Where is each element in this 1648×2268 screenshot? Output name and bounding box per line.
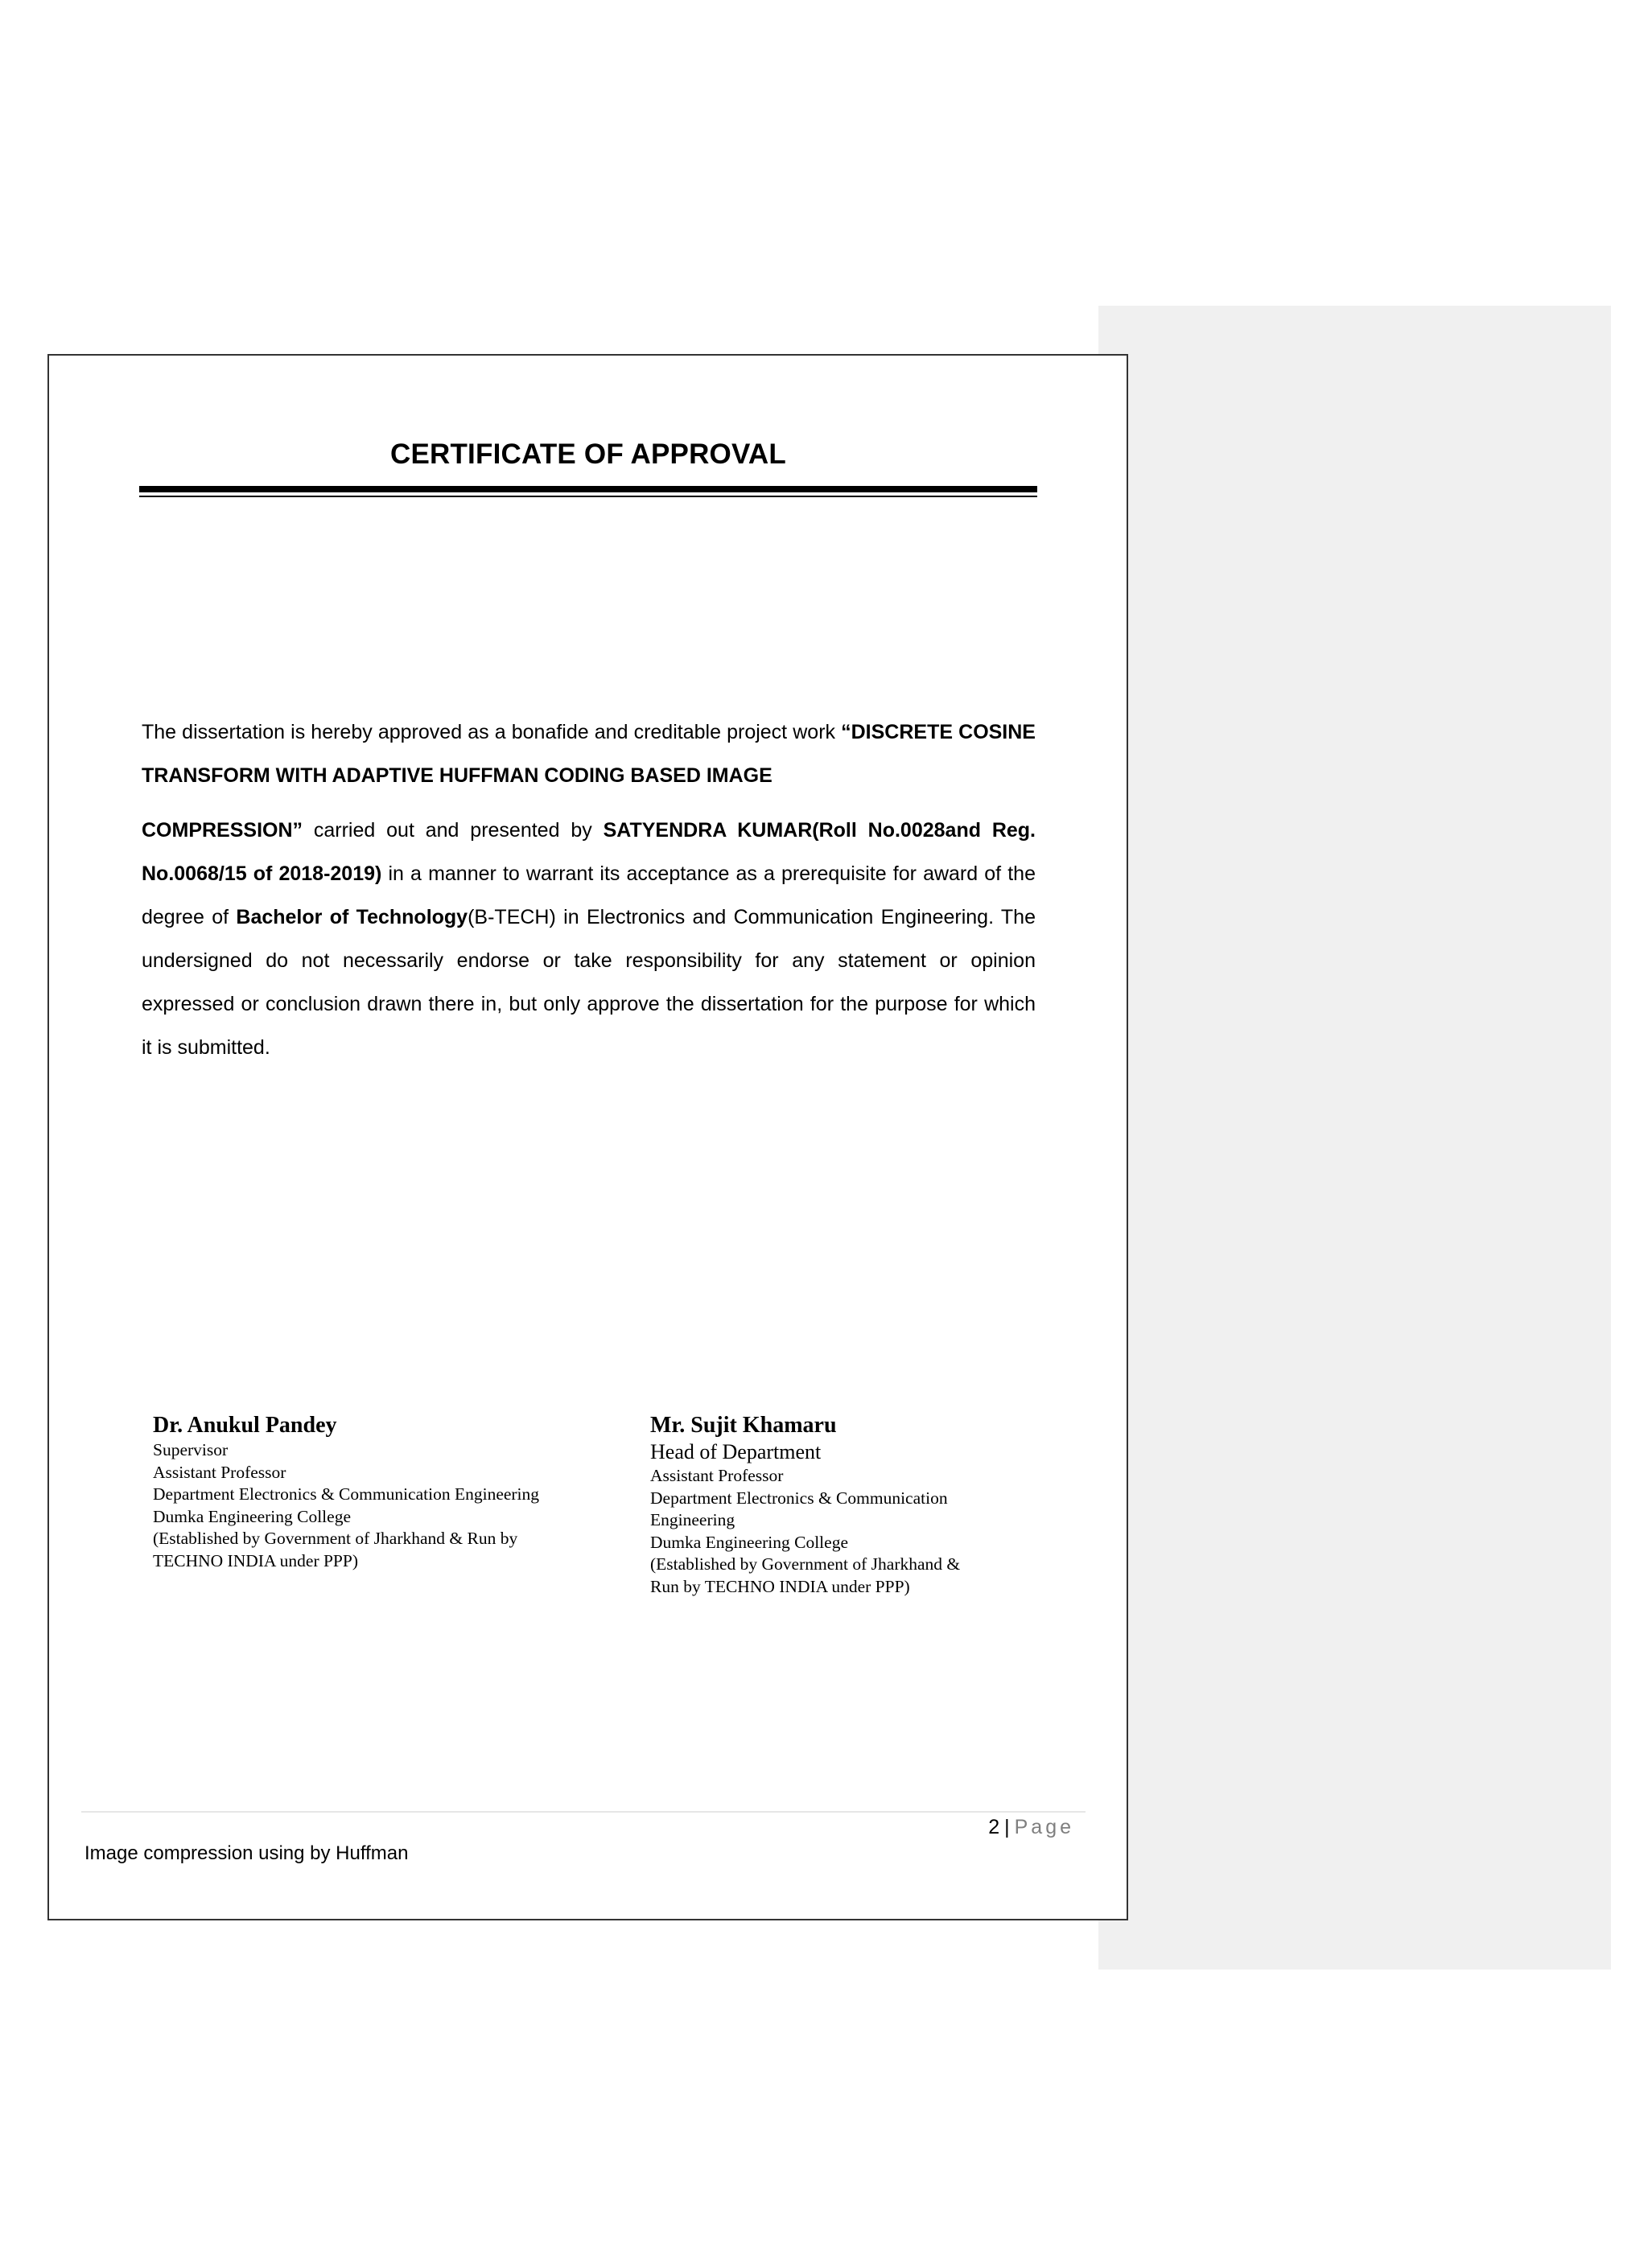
page-number (988, 1816, 1074, 1839)
signatory-hod (650, 1412, 960, 1598)
signatory-supervisor (153, 1412, 539, 1572)
paragraph-1-text: The dissertation is hereby approved as a bonafide and creditable project work (142, 721, 842, 743)
supervisor-department: Department Electronics & Communication Engineering (153, 1484, 540, 1504)
hod-established-1: (Established by Government of Jharkhand & (650, 1554, 961, 1574)
project-title-part-2: COMPRESSION” (142, 819, 303, 842)
comment-pane (1098, 306, 1611, 1970)
page-number-value: 2 (988, 1816, 1000, 1838)
hod-department-cont: Engineering (650, 1510, 735, 1529)
paragraph-2-text-3: (B-TECH) in Electronics and Communication Engineering. The undersigned do not necessarily endorse or take responsibility for any statement or opinion expressed or conclusion drawn there in, but only approve the dissertation for the purpose for which it is submitted. (142, 906, 1036, 1059)
footer-divider (81, 1811, 1086, 1813)
paragraph-2-text-1: carried out and presented by (303, 819, 604, 842)
supervisor-name: Dr. Anukul Pandey (153, 1413, 337, 1438)
title-underline-thick (139, 486, 1037, 492)
hod-designation: Assistant Professor (650, 1466, 784, 1485)
supervisor-established-1: (Established by Government of Jharkhand & Run by (153, 1529, 518, 1548)
page-label: Page (1014, 1816, 1074, 1838)
title-underline-thin (139, 496, 1037, 497)
hod-established-2: Run by TECHNO INDIA under PPP) (650, 1576, 910, 1596)
page-border (47, 354, 1128, 1920)
hod-department: Department Electronics & Communication (650, 1488, 948, 1508)
supervisor-role: Supervisor (153, 1440, 229, 1459)
paragraph-2 (142, 809, 1036, 1069)
footer-text: Image compression using by Huffman (84, 1842, 409, 1864)
project-title-part-1: “DISCRETE COSINE TRANSFORM WITH ADAPTIVE HUFFMAN CODING BASED IMAGE (142, 721, 1036, 787)
supervisor-designation: Assistant Professor (153, 1462, 286, 1482)
supervisor-college: Dumka Engineering College (153, 1506, 351, 1526)
hod-role: Head of Department (650, 1440, 822, 1463)
hod-college: Dumka Engineering College (650, 1532, 848, 1552)
paragraph-2-text-2: in a manner to warrant its acceptance as a prerequisite for award of the degree of (142, 862, 1036, 928)
page-title: CERTIFICATE OF APPROVAL (389, 438, 786, 470)
supervisor-established-2: TECHNO INDIA under PPP) (153, 1550, 359, 1570)
page-number-separator: | (1004, 1816, 1010, 1838)
paragraph-1 (142, 710, 1036, 797)
degree-name: Bachelor of Technology (236, 906, 468, 928)
student-details: SATYENDRA KUMAR(Roll No.0028and Reg. No.0068/15 of 2018-2019) (142, 819, 1036, 885)
hod-name: Mr. Sujit Khamaru (650, 1413, 837, 1438)
